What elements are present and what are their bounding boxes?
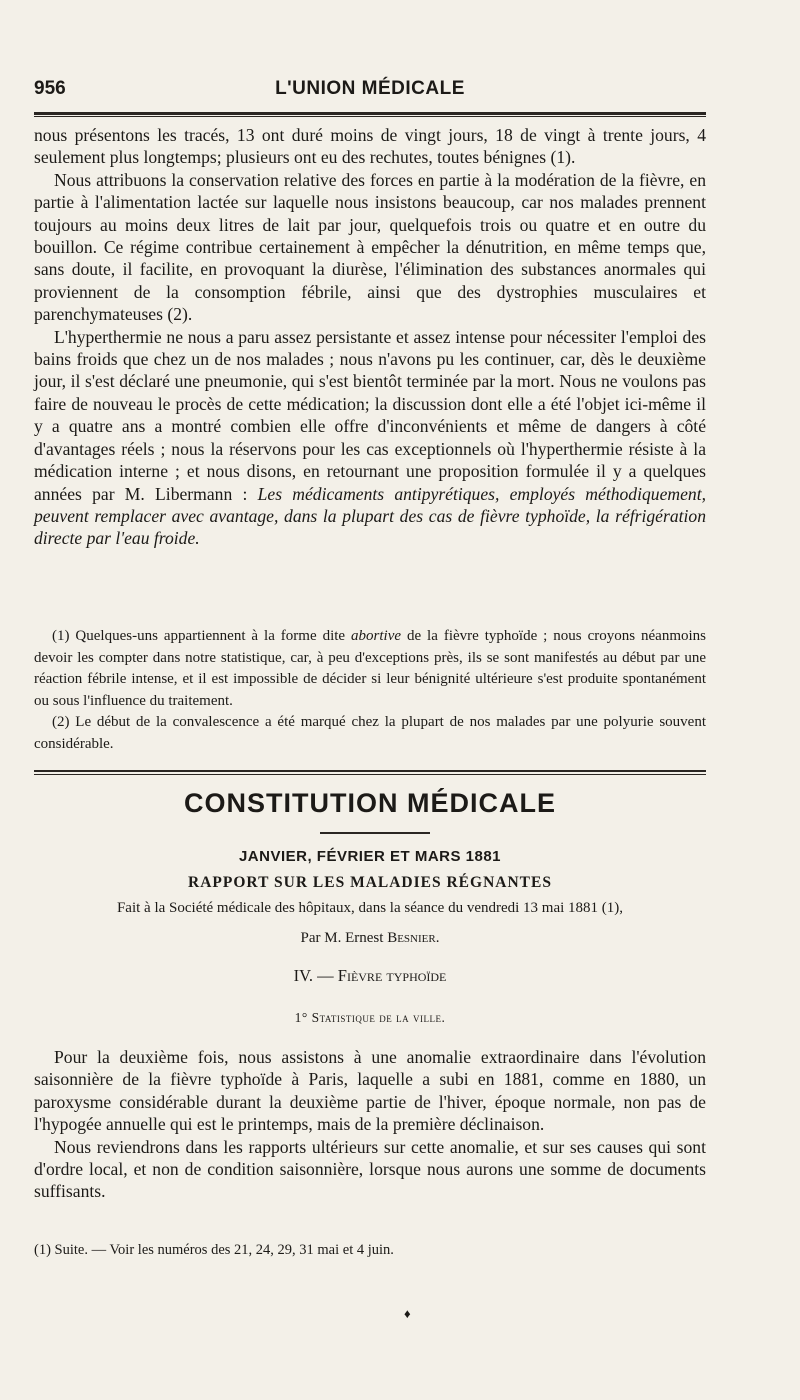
subsubsection-title: Statistique de la ville. bbox=[311, 1010, 446, 1025]
note-2: (2) Le début de la convalescence a été marqué chez la plupart de nos malades par une polyurie souvent considérable. bbox=[34, 714, 706, 752]
note-emphasis: abortive bbox=[351, 628, 402, 644]
note-text: (1) Quelques-uns appartiennent à la forme dite bbox=[52, 628, 352, 644]
author-name: Besnier. bbox=[387, 930, 440, 946]
title-rule bbox=[320, 832, 430, 834]
running-title: L'UNION MÉDICALE bbox=[275, 78, 465, 99]
quoted-proposition: Les médicaments antipyrétiques, employés méthodiquement, peuvent remplacer avec avantage, dans la plupart des cas de fièvre typhoïde, la réfrigération directe par l'eau froide. bbox=[34, 483, 706, 549]
header-rule-thin bbox=[34, 116, 706, 117]
note-1 bbox=[34, 626, 706, 712]
author-line bbox=[34, 930, 706, 947]
note-text: de la fièvre typhoïde ; nous croyons néanmoins devoir les compter dans notre statistique, car, à peu d'exceptions près, ils se sont manifestés au début par une réaction fébrile intense, et il est impossible de décider si leur bénignité ultérieure s'est produite spontanément ou sous l'influence du traitement. bbox=[34, 628, 706, 709]
subsection-heading bbox=[34, 966, 706, 986]
header-rule bbox=[34, 112, 706, 115]
subsubsection-heading bbox=[34, 1010, 706, 1026]
subsubsection-number: 1° bbox=[294, 1010, 312, 1025]
paragraph: nous présentons les tracés, 13 ont duré moins de vingt jours, 18 de vingt à trente jours, 4 seulement plus longtemps; plusieurs ont eu des rechutes, toutes bénignes (1). bbox=[34, 125, 706, 168]
article-notes bbox=[34, 626, 706, 755]
section-rule bbox=[34, 770, 706, 772]
author-prefix: Par M. Ernest bbox=[300, 930, 388, 946]
page-number: 956 bbox=[34, 78, 66, 99]
paragraph: Nous attribuons la conservation relative des forces en partie à la modération de la fièvre, en partie à l'alimentation lactée sur laquelle nous insistons beaucoup, car nos malades prennent toujours au moins deux litres de lait par jour, quelquefois trois ou quatre et en outre du bouillon. Ce régime contribue certainement à empêcher la dénutrition, en même temps que, sans doute, il facilite, en provoquant la diurèse, l'élimination des substances anormales qui proviennent de la consomption fébrile, ainsi que des dystrophies musculaires et parenchymateuses (2). bbox=[34, 169, 706, 325]
section-title: CONSTITUTION MÉDICALE bbox=[184, 788, 556, 818]
paragraph bbox=[34, 326, 706, 550]
paragraph: Pour la deuxième fois, nous assistons à une anomalie extraordinaire dans l'évolution saisonnière de la fièvre typhoïde à Paris, laquelle a subi en 1881, comme en 1880, un paroxysme considérable durant la deuxième partie de l'hiver, époque normale, non pas de l'hypogée annuelle qui est le printemps, mais de la première déclinaison. bbox=[34, 1047, 706, 1135]
page-header bbox=[34, 78, 706, 102]
section-body bbox=[34, 1046, 706, 1203]
paragraph-text: L'hyperthermie ne nous a paru assez persistante et assez intense pour nécessiter l'emploi des bains froids que chez un de nos malades ; nous n'avons pu les continuer, car, dès le deuxième jour, il s'est déclaré une pneumonie, qui s'est bientôt terminée par la mort. Nous ne voulons pas faire de nouveau le procès de cette médication; la discussion dont elle a été l'objet ici-même il y a quatre ans a montré combien elle offre d'inconvénients et même de dangers à côté d'avantages réels ; nous la réservons pour les cas exceptionnels où l'hyperthermie résiste à la médication interne ; et nous disons, en retournant une proposition formulée il y a quelques années par M. Libermann : bbox=[34, 326, 706, 504]
report-title: RAPPORT SUR LES MALADIES RÉGNANTES bbox=[188, 874, 552, 891]
article-continuation bbox=[34, 124, 706, 550]
subsection-number: IV. — bbox=[293, 966, 338, 985]
presentation-line: Fait à la Société médicale des hôpitaux, dans la séance du vendredi 13 mai 1881 (1), bbox=[116, 900, 624, 916]
section-rule-thin bbox=[34, 774, 706, 775]
section-dates: JANVIER, FÉVRIER ET MARS 1881 bbox=[238, 848, 502, 865]
subsection-title: Fièvre typhoïde bbox=[337, 966, 447, 985]
footnote: (1) Suite. — Voir les numéros des 21, 24, 29, 31 mai et 4 juin. bbox=[34, 1242, 394, 1258]
paragraph: Nous reviendrons dans les rapports ultérieurs sur cette anomalie, et sur ses causes qui sont d'ordre local, et non de condition saisonnière, lorsque nous aurons une somme de documents suffisants. bbox=[34, 1136, 706, 1202]
printer-mark: ♦ bbox=[404, 1306, 411, 1321]
